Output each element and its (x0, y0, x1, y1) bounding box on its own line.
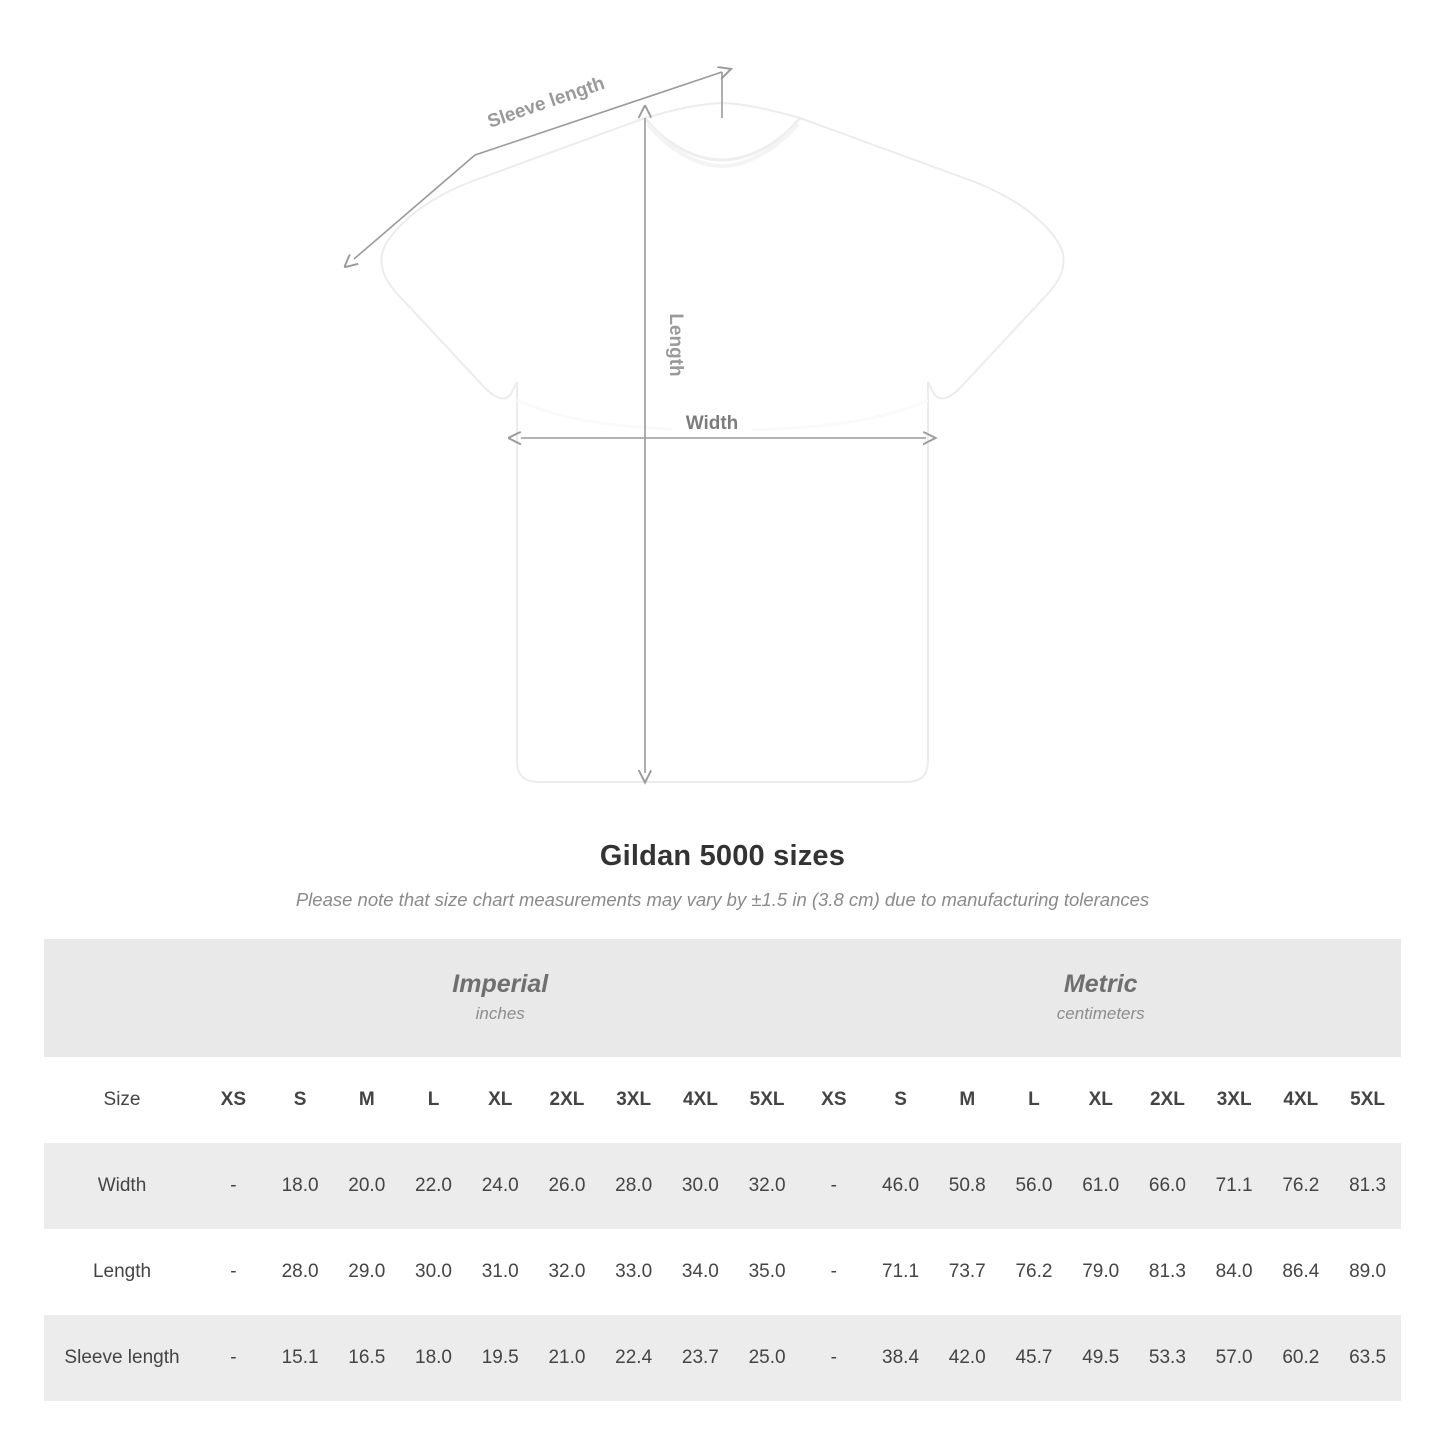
measurement-cell: 15.1 (267, 1315, 334, 1401)
measurement-cell: 33.0 (600, 1229, 667, 1315)
measurement-cell: 46.0 (867, 1143, 934, 1229)
size-header-cell: XL (1067, 1057, 1134, 1143)
measurement-cell: 63.5 (1334, 1315, 1401, 1401)
measurement-cell: 89.0 (1334, 1229, 1401, 1315)
size-header-cell: L (1001, 1057, 1068, 1143)
table-unit-header-row (44, 939, 1401, 1057)
measurement-cell: 30.0 (400, 1229, 467, 1315)
unit-header-metric (800, 939, 1401, 1057)
measurement-cell: 24.0 (467, 1143, 534, 1229)
row-label-cell: Length (44, 1229, 200, 1315)
measurement-cell: 25.0 (734, 1315, 801, 1401)
measurement-cell: 86.4 (1268, 1229, 1335, 1315)
measurement-cell: 31.0 (467, 1229, 534, 1315)
size-header-cell: L (400, 1057, 467, 1143)
measurement-cell: 21.0 (534, 1315, 601, 1401)
unit-name: Imperial (452, 969, 549, 998)
heading-block (0, 840, 1445, 911)
size-header-cell: S (267, 1057, 334, 1143)
size-header-cell: 2XL (1134, 1057, 1201, 1143)
measurement-cell: 71.1 (1201, 1143, 1268, 1229)
measurement-cell: 73.7 (934, 1229, 1001, 1315)
measurement-cell: - (800, 1315, 867, 1401)
unit-subtitle: centimeters (1056, 1004, 1145, 1024)
measurement-cell: 42.0 (934, 1315, 1001, 1401)
unit-name: Metric (1063, 969, 1138, 998)
measurement-cell: 45.7 (1001, 1315, 1068, 1401)
size-header-cell: 2XL (534, 1057, 601, 1143)
size-header-cell: XS (200, 1057, 267, 1143)
size-header-cell: XL (467, 1057, 534, 1143)
measurement-cell: 81.3 (1334, 1143, 1401, 1229)
measurement-cell: - (200, 1143, 267, 1229)
measurement-cell: 60.2 (1268, 1315, 1335, 1401)
row-label-cell: Sleeve length (44, 1315, 200, 1401)
size-header-cell: XS (800, 1057, 867, 1143)
measurement-cell: - (200, 1229, 267, 1315)
measurement-cell: 38.4 (867, 1315, 934, 1401)
measurement-cell: 16.5 (333, 1315, 400, 1401)
size-table-wrapper (44, 939, 1401, 1401)
measurement-cell: 49.5 (1067, 1315, 1134, 1401)
table-size-header-row (44, 1057, 1401, 1143)
measurement-cell: 53.3 (1134, 1315, 1201, 1401)
size-table (44, 939, 1401, 1401)
measurement-cell: 32.0 (734, 1143, 801, 1229)
measurement-cell: 22.0 (400, 1143, 467, 1229)
size-header-cell: M (333, 1057, 400, 1143)
measurement-cell: 22.4 (600, 1315, 667, 1401)
size-label-cell: Size (44, 1057, 200, 1143)
measurement-cell: 26.0 (534, 1143, 601, 1229)
size-header-cell: M (934, 1057, 1001, 1143)
measurement-cell: 71.1 (867, 1229, 934, 1315)
measurement-cell: 50.8 (934, 1143, 1001, 1229)
measurement-cell: 28.0 (267, 1229, 334, 1315)
size-header-cell: 5XL (734, 1057, 801, 1143)
measurement-cell: 61.0 (1067, 1143, 1134, 1229)
measurement-cell: 76.2 (1268, 1143, 1335, 1229)
measurement-cell: 20.0 (333, 1143, 400, 1229)
size-header-cell: 3XL (600, 1057, 667, 1143)
measurement-cell: 19.5 (467, 1315, 534, 1401)
size-header-cell: 5XL (1334, 1057, 1401, 1143)
measurement-cell: 29.0 (333, 1229, 400, 1315)
measurement-cell: 18.0 (267, 1143, 334, 1229)
unit-header-imperial (200, 939, 800, 1057)
measurement-cell: 35.0 (734, 1229, 801, 1315)
measurement-cell: 23.7 (667, 1315, 734, 1401)
measurement-cell: 32.0 (534, 1229, 601, 1315)
measurement-cell: 30.0 (667, 1143, 734, 1229)
length-label: Length (665, 313, 686, 377)
measurement-cell: 57.0 (1201, 1315, 1268, 1401)
unit-subtitle: inches (475, 1004, 525, 1024)
size-header-cell: 3XL (1201, 1057, 1268, 1143)
size-header-cell: S (867, 1057, 934, 1143)
table-row (44, 1229, 1401, 1315)
measurement-cell: - (800, 1229, 867, 1315)
measurement-cell: 28.0 (600, 1143, 667, 1229)
measurement-cell: 66.0 (1134, 1143, 1201, 1229)
table-row (44, 1315, 1401, 1401)
unit-header-spacer (44, 939, 200, 1057)
measurement-cell: 18.0 (400, 1315, 467, 1401)
tolerance-note: Please note that size chart measurements may vary by ±1.5 in (3.8 cm) due to manufacturing tolerances (295, 889, 1150, 910)
page-title: Gildan 5000 sizes (599, 840, 846, 872)
measurement-cell: 84.0 (1201, 1229, 1268, 1315)
measurement-cell: - (200, 1315, 267, 1401)
sleeve-length-label: Sleeve length (484, 72, 608, 133)
size-header-cell: 4XL (1268, 1057, 1335, 1143)
measurement-cell: 76.2 (1001, 1229, 1068, 1315)
measurement-cell: 34.0 (667, 1229, 734, 1315)
size-header-cell: 4XL (667, 1057, 734, 1143)
measurement-cell: 79.0 (1067, 1229, 1134, 1315)
row-label-cell: Width (44, 1143, 200, 1229)
tshirt-shape (381, 103, 1063, 782)
measurement-cell: 56.0 (1001, 1143, 1068, 1229)
table-row (44, 1143, 1401, 1229)
measurement-cell: 81.3 (1134, 1229, 1201, 1315)
measurement-cell: - (800, 1143, 867, 1229)
width-label: Width (685, 413, 739, 434)
